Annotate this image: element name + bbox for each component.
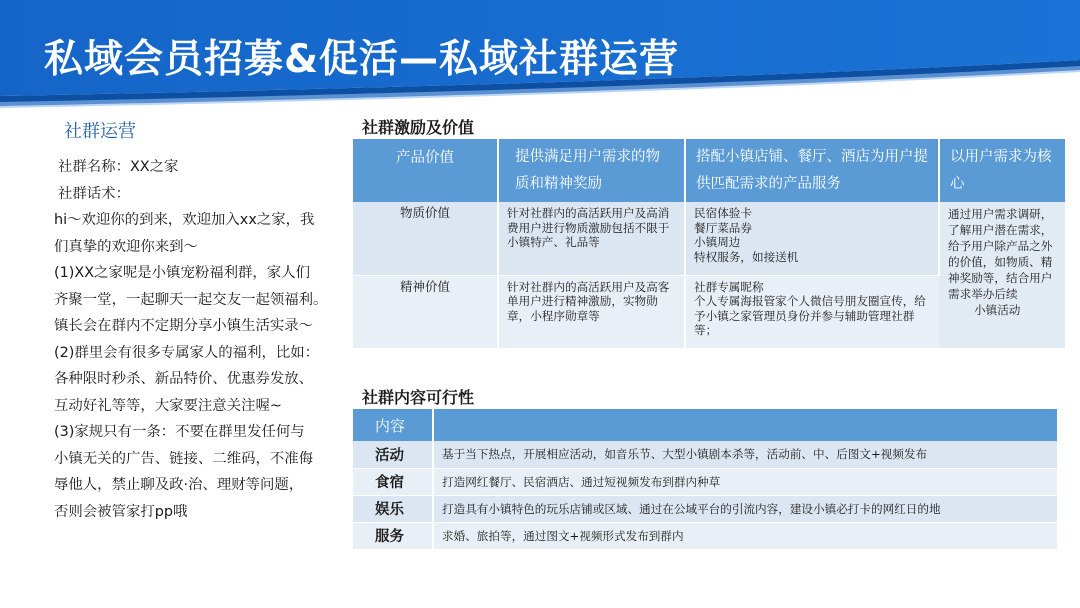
table-cell: 针对社群内的高活跃用户及高客单用户进行精神激励，实物勋章，小程序勋章等 (498, 275, 685, 348)
cell-line: 餐厅菜品券 (694, 220, 752, 235)
text-line: (1)XX之家呢是小镇宠粉福利群，家人们 (54, 265, 310, 281)
cell-line: 小镇周边 (694, 235, 741, 249)
table-row (353, 441, 1057, 468)
content-title: 社群内容可行性 (362, 388, 475, 407)
text-line: 们真挚的欢迎你来到～ (54, 238, 198, 255)
table-cell: 打造网红餐厅、民宿酒店、通过短视频发布到群内种草 (433, 468, 1057, 495)
table-row (353, 522, 1057, 549)
header-cell: 产品价值 (353, 139, 498, 202)
row-label: 服务 (353, 522, 433, 549)
row-label: 物质价值 (353, 202, 498, 275)
table-cell (685, 275, 939, 348)
content-table (353, 409, 1057, 550)
row-label: 食宿 (353, 468, 433, 495)
table-cell (939, 202, 1065, 348)
cell-line: 特权服务，如接送机 (694, 249, 799, 264)
cell-line: 个人专属海报管家个人微信号朋友圈宣传，给予小镇之家管理员身份并参与辅助管理社群等； (694, 294, 926, 337)
cell-line: 民宿体验卡 (694, 206, 752, 220)
text-line: 社群名称：XX之家 (58, 159, 179, 175)
community-script (54, 154, 350, 525)
text-line: 齐聚一堂，一起聊天一起交友一起领福利。 (54, 291, 328, 308)
cell-line: 通过用户需求调研，了解用户潜在需求，给予用户除产品之外的价值，如物质、精神奖励等，结合用户需求举办后续 (948, 207, 1053, 301)
table-cell: 求婚、旅拍等，通过图文+视频形式发布到群内 (433, 522, 1057, 549)
text-line: 小镇无关的广告、链接、二维码，不准侮 (54, 450, 314, 467)
header-cell-empty (433, 409, 1057, 441)
text-line: 辱他人，禁止聊及政·治、理财等问题， (54, 477, 304, 493)
table-cell (685, 202, 939, 275)
text-line: 各种限时秒杀、新品特价、优惠券发放、 (54, 371, 314, 387)
table-row (353, 495, 1057, 522)
text-line: 互动好礼等等，大家要注意关注喔~ (54, 397, 282, 414)
table-cell: 打造具有小镇特色的玩乐店铺或区域、通过在公域平台的引流内容，建设小镇必打卡的网红日的地 (433, 495, 1057, 522)
header-cell: 内容 (353, 409, 433, 441)
text-line: 否则会被管家打pp哦 (54, 503, 188, 520)
text-line: 镇长会在群内不定期分享小镇生活实录～ (54, 318, 314, 334)
header-cell: 搭配小镇店铺、餐厅、酒店为用户提供匹配需求的产品服务 (685, 139, 939, 202)
table-row (353, 468, 1057, 495)
cell-line: 小镇活动 (974, 303, 1021, 317)
row-label: 精神价值 (353, 275, 498, 348)
incentive-table (353, 139, 1065, 349)
text-line: (3)家规只有一条：不要在群里发任何与 (54, 424, 305, 440)
row-label: 活动 (353, 441, 433, 468)
table-row (353, 202, 1065, 275)
header-cell: 提供满足用户需求的物质和精神奖励 (498, 139, 685, 202)
content-header-row (353, 409, 1057, 441)
row-label: 娱乐 (353, 495, 433, 522)
header-cell: 以用户需求为核心 (939, 139, 1065, 202)
table-cell: 针对社群内的高活跃用户及高消费用户进行物质激励包括不限于小镇特产、礼品等 (498, 202, 685, 275)
cell-line: 社群专属昵称 (694, 279, 764, 294)
header-banner (0, 0, 1080, 108)
incentive-title: 社群激励及价值 (362, 118, 475, 137)
section-heading-community-ops: 社群运营 (64, 121, 136, 142)
text-line: 社群话术： (58, 185, 130, 202)
incentive-header-row (353, 139, 1065, 202)
text-line: hi～欢迎你的到来，欢迎加入xx之家，我 (54, 212, 315, 228)
table-cell: 基于当下热点，开展相应活动，如音乐节、大型小镇剧本杀等，活动前、中、后图文+视频发布 (433, 441, 1057, 468)
page-title: 私域会员招募&促活—私域社群运营 (44, 37, 680, 82)
text-line: (2)群里会有很多专属家人的福利，比如： (54, 344, 320, 361)
